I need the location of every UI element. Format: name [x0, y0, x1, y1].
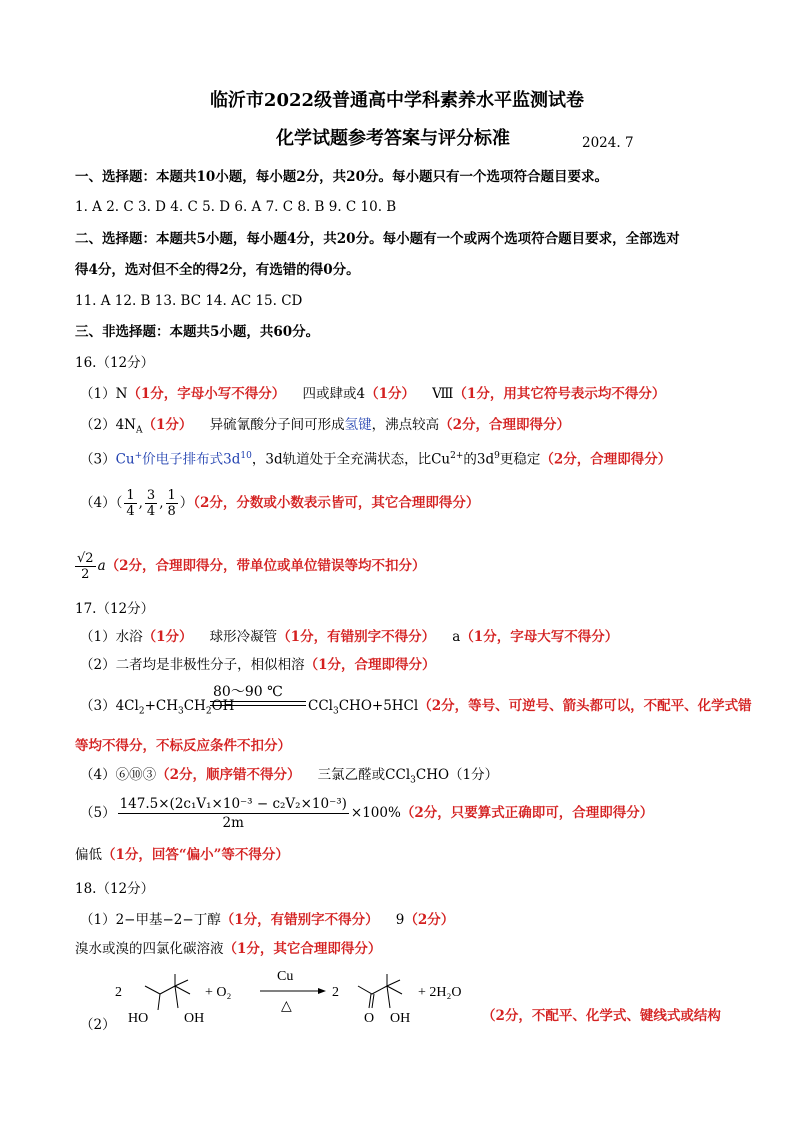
q17-l3-e: CCl	[308, 698, 333, 714]
q16-l3-c: 价电子排布式3d	[142, 451, 241, 468]
q18-l2-a: 溴水或溴的四氯化碳溶液	[75, 941, 224, 957]
q16-l3-b: Cu	[115, 451, 135, 468]
rx-catalyst: Cu	[277, 969, 294, 984]
q16-l4-note: （2分，分数或小数表示皆可，其它合理即得分）	[193, 495, 480, 511]
q17-l1-c: 球形冷凝管	[209, 629, 278, 645]
q18-l1-b: （1分，有错别字不得分）	[220, 912, 379, 928]
rx-ho: HO	[128, 1011, 149, 1026]
rx-plus-o2: + O₂	[205, 985, 232, 1000]
q16-l4-open: （4）（	[80, 495, 123, 511]
q17-line6	[75, 846, 289, 864]
page-subtitle: 化学试题参考答案与评分标准	[276, 128, 510, 149]
q16-line4: （4）（ $\frac{1}{4}$ , $\frac{3}{4}$ , $\frac{1}{8}$ ）（2分，分数或小数表示皆可，其它合理即得分）	[80, 488, 480, 519]
section2-heading-1: 二、选择题：本题共5小题，每小题4分，共20分。每小题有一个或两个选项符合题目要求，全部选对	[75, 231, 680, 247]
q17-l3-d: OH	[211, 698, 235, 714]
section1-answers: 1. A 2. C 3. D 4. C 5. D 6. A 7. C 8. B 9. C 10. B	[75, 199, 397, 215]
q16-l3-sup2: 10	[240, 451, 252, 461]
q17-l5-note: （2分，只要算式正确即可，合理即得分）	[400, 805, 654, 821]
q16-line2	[80, 416, 570, 440]
q17-line3: $(3)4Cl_2+CH_3CH_2OH$	[80, 698, 235, 717]
q18-line3-note: （2分，不配平、化学式、键线式或结构	[482, 1008, 721, 1024]
q17-line5	[80, 793, 653, 833]
q16-l3-a: （3）	[80, 451, 116, 468]
q17-l1-f: （1分，字母大写不得分）	[460, 629, 619, 645]
q16-line5	[73, 548, 426, 584]
q16-l3-e: 的3d	[463, 451, 495, 468]
q17-l3-b: +CH	[144, 698, 178, 714]
q16-l3-f: 更稳定	[499, 451, 541, 468]
sqrt2-over-2: $\frac{√2}{2}$	[77, 551, 94, 582]
q16-l3-d: ，3d轨道处于全充满状态，比Cu	[251, 451, 451, 468]
q17-l4-d: CHO（1分）	[415, 767, 499, 783]
section2-heading-2: 得4分，选对但不全的得2分，有选错的得0分。	[75, 262, 360, 278]
rx-plus-h2o: + 2H₂O	[418, 985, 462, 1000]
rx-heat: △	[281, 999, 292, 1014]
q17-l5-a: （5）	[80, 805, 116, 821]
q16-l2-f: （2分，合理即得分）	[439, 417, 570, 433]
q17-line1	[80, 628, 618, 646]
q17-l4-a: （4）⑥⑩③	[80, 767, 157, 783]
rx-coef-2: 2	[332, 985, 339, 1000]
q16-l3-sup3: 2+	[450, 451, 464, 461]
section3-heading: 三、非选择题：本题共5小题，共60分。	[75, 324, 320, 340]
q16-title: 16.（12分）	[75, 355, 155, 371]
q17-l4-b: （2分，顺序错不得分）	[156, 767, 301, 783]
q17-line4: （4）⑥⑩③（2分，顺序错不得分） 三氯乙醛或CCl$_3$CHO（1分）	[80, 767, 499, 786]
rx-oh-1: OH	[184, 1011, 205, 1026]
q16-l1-a: （1）N	[80, 386, 128, 402]
q16-l2-b: （1分）	[142, 417, 193, 433]
q16-l2-e: ，沸点较高	[371, 417, 440, 433]
q17-title: 17.（12分）	[75, 601, 155, 617]
page-date: 2024. 7	[582, 135, 634, 151]
section1-heading: 一、选择题：本题共10小题，每小题2分，共20分。每小题只有一个选项符合题目要求。	[75, 169, 608, 185]
q17-l3-a: （3）4Cl	[80, 698, 139, 714]
q18-line3-label: （2）	[80, 1017, 116, 1033]
titration-formula: $\frac{\text{147.5×(2c₁V₁×10⁻³ − c₂V₂×10⁻³)}}{2m}$	[119, 796, 347, 831]
q17-l2-b: （1分，合理即得分）	[304, 657, 436, 673]
q17-reaction-condition: 80～90 ℃	[213, 684, 283, 700]
rx-o: O	[364, 1011, 375, 1026]
q17-line2	[80, 656, 436, 674]
q18-l1-c: 9	[395, 912, 405, 928]
q17-l3-f: CHO+5HCl	[338, 698, 419, 714]
q16-l1-f: （1分，用其它符号表示均不得分）	[453, 386, 666, 402]
q16-line3	[80, 447, 671, 469]
q16-l4-close: ）	[179, 495, 194, 511]
q18-line1	[80, 911, 454, 929]
q17-line3-note2: 等均不得分，不标反应条件不扣分）	[75, 738, 291, 754]
q18-line2	[75, 940, 381, 958]
q16-l5-a: a	[97, 558, 106, 574]
q16-l2-c: 异硫氰酸分子间可形成	[209, 417, 345, 433]
fraction-2: $\frac{3}{4}$	[146, 488, 156, 519]
q18-l2-b: （1分，其它合理即得分）	[223, 941, 382, 957]
q18-title: 18.（12分）	[75, 881, 155, 897]
fraction-3: $\frac{1}{8}$	[167, 488, 176, 519]
q16-l2-d: 氢键	[344, 417, 372, 433]
q18-l1-d: （2分）	[404, 912, 455, 928]
q16-l1-e: Ⅷ	[432, 386, 454, 402]
rx-coef-1: 2	[115, 985, 122, 1000]
q17-l3-note: （2分，等号、可逆号、箭头都可以，不配平、化学式错	[418, 698, 752, 714]
q16-l1-d: （1分）	[365, 386, 415, 402]
q17-l4-c: 三氯乙醛或CCl	[317, 767, 411, 783]
page-title: 临沂市2022级普通高中学科素养水平监测试卷	[209, 90, 585, 111]
q16-l1-c: 四或肆或4	[302, 386, 366, 402]
section2-answers: 11. A 12. B 13. BC 14. AC 15. CD	[75, 293, 303, 309]
q17-line3-right: CCl$_3$CHO+5HCl（2分，等号、可逆号、箭头都可以，不配平、化学式错	[308, 698, 752, 717]
q16-line1	[80, 385, 665, 403]
q17-l1-a: （1）水浴	[80, 629, 143, 645]
q17-l6-a: 偏低	[75, 847, 102, 863]
q16-l1-b: （1分，字母小写不得分）	[127, 386, 286, 402]
fraction-1: $\frac{1}{4}$	[126, 488, 135, 519]
q16-l3-g: （2分，合理即得分）	[540, 451, 672, 468]
q17-l5-b: ×100%	[350, 805, 401, 821]
reaction-scheme	[100, 966, 480, 1026]
q17-l2-a: （2）二者均是非极性分子，相似相溶	[80, 657, 305, 673]
q17-l1-d: （1分，有错别字不得分）	[277, 629, 436, 645]
q17-l3-c: CH	[183, 698, 206, 714]
q17-l6-b: （1分，回答“偏小”等不得分）	[102, 847, 289, 863]
q16-l5-note: （2分，合理即得分，带单位或单位错误等均不扣分）	[105, 558, 426, 574]
q17-l1-b: （1分）	[142, 629, 193, 645]
q16-l2-sub: A	[136, 425, 143, 436]
q16-l2-a: （2）4N	[80, 417, 136, 433]
rx-oh-2: OH	[390, 1011, 411, 1026]
q18-l1-a: （1）2−甲基−2−丁醇	[80, 912, 221, 928]
q16-l3-sup1: +	[134, 451, 143, 461]
q17-l1-e: a	[452, 629, 461, 645]
q16-l3-sup4: 9	[494, 451, 500, 461]
